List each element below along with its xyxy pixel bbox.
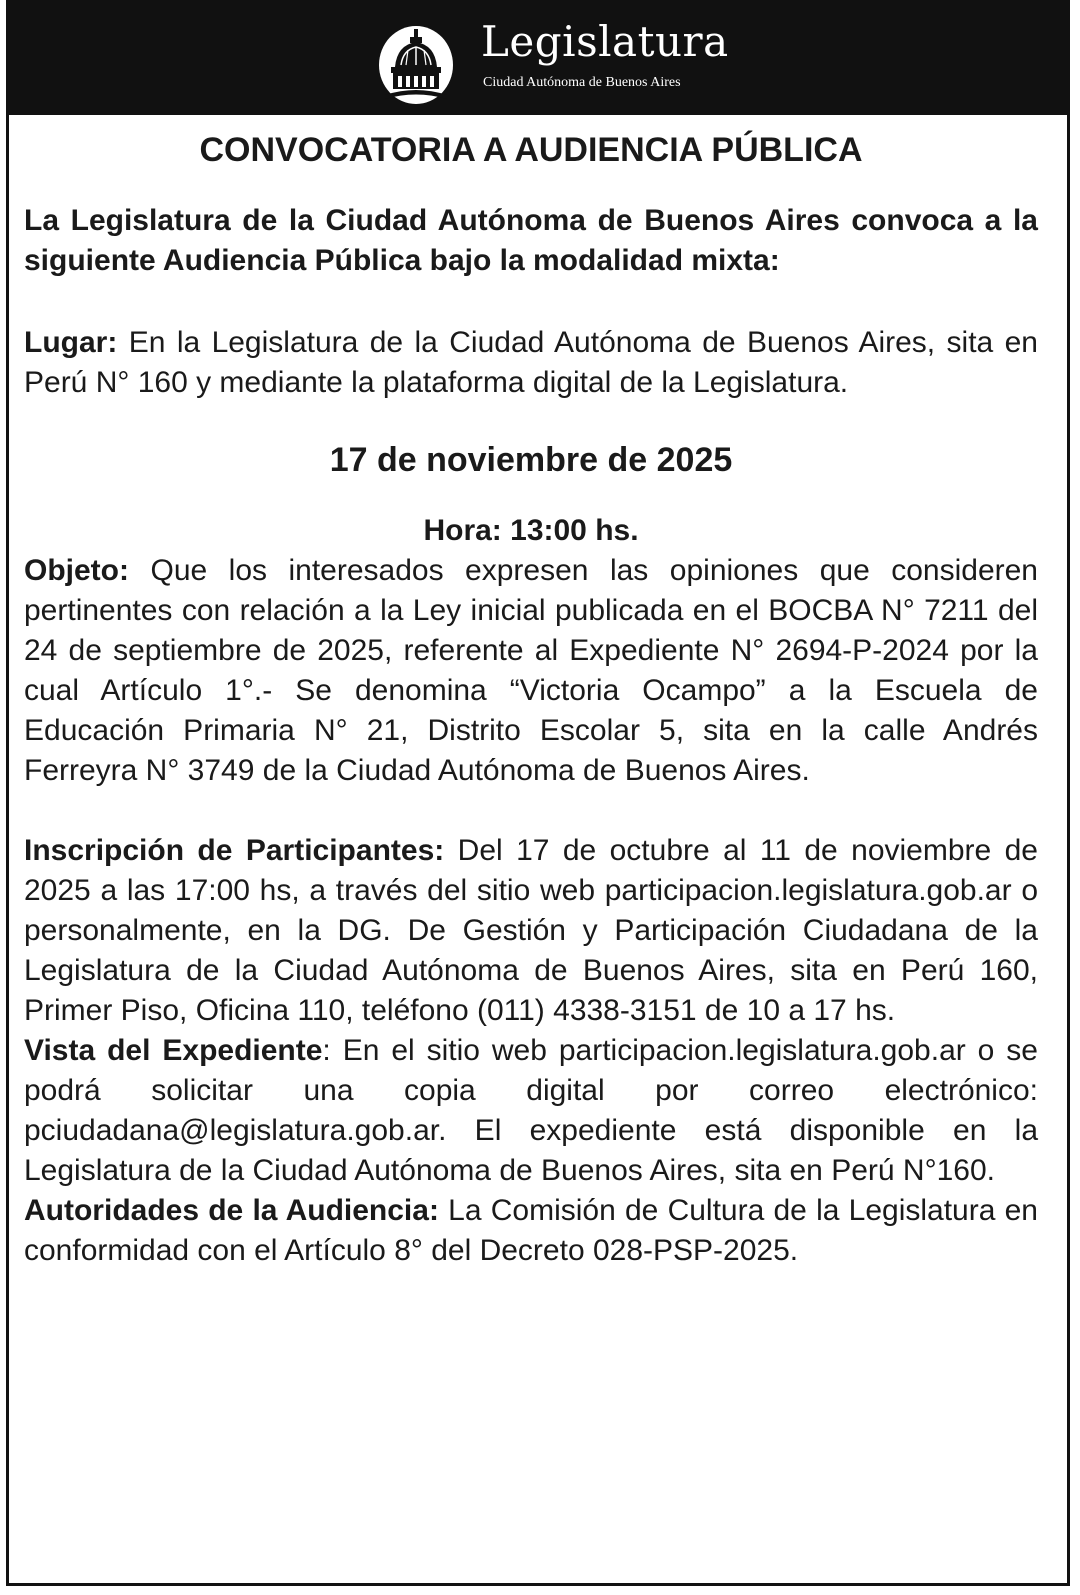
inscripcion-paragraph <box>24 831 1038 1031</box>
objeto-text: Que los interesados expresen las opiniones que consideren pertinentes con relación a la Ley inicial publicada en el BOCBA N° 7211 del 24 de septiembre de 2025, referente al Expediente N° 2694-P-2024 por la cual Artículo 1°.- Se denomina “Victoria Ocampo” a la Escuela de Educación Primaria N° 21, Distrito Escolar 5, sita en la calle Andrés Ferreyra N° 3749 de la Ciudad Autónoma de Buenos Aires. <box>24 554 1038 787</box>
autoridades-text: La Comisión de Cultura de la Legislatura en conformidad con el Artículo 8° del Decreto 028-PSP-2025. <box>24 1194 1038 1267</box>
inscripcion-label: Inscripción de Participantes: <box>24 834 445 867</box>
objeto-paragraph <box>24 551 1038 791</box>
notice-body <box>24 125 1038 1271</box>
vista-paragraph <box>24 1031 1038 1191</box>
notice-title: CONVOCATORIA A AUDIENCIA PÚBLICA <box>199 131 863 169</box>
brand-subtitle: Ciudad Autónoma de Buenos Aires <box>483 75 681 90</box>
autoridades-label: Autoridades de la Audiencia: <box>24 1194 439 1227</box>
notice-frame <box>6 0 1070 1586</box>
hearing-time: Hora: 13:00 hs. <box>423 514 639 547</box>
lugar-label: Lugar: <box>24 326 118 359</box>
vista-text: : En el sitio web participacion.legislatura.gob.ar o se podrá solicitar una copia digital por correo electrónico: pciudadana@legislatura.gob.ar. El expediente está disponible en la Legislatura de la Ciudad Autónoma de Buenos Aires, sita en Perú N°160. <box>24 1034 1038 1187</box>
inscripcion-text: Del 17 de octubre al 11 de noviembre de 2025 a las 17:00 hs, a través del sitio web participacion.legislatura.gob.ar o personalmente, en la DG. De Gestión y Participación Ciudadana de la Legislatura de la Ciudad Autónoma de Buenos Aires, sita en Perú 160, Primer Piso, Oficina 110, teléfono (011) 4338-3151 de 10 a 17 hs. <box>24 834 1038 1027</box>
lugar-paragraph <box>24 323 1038 403</box>
notice-intro: La Legislatura de la Ciudad Autónoma de Buenos Aires convoca a la siguiente Audiencia Pública bajo la modalidad mixta: <box>24 204 1038 277</box>
lugar-text: En la Legislatura de la Ciudad Autónoma de Buenos Aires, sita en Perú N° 160 y mediante la plataforma digital de la Legislatura. <box>24 326 1038 399</box>
autoridades-paragraph <box>24 1191 1038 1271</box>
spacer <box>24 791 1038 831</box>
vista-label: Vista del Expediente <box>24 1034 323 1067</box>
objeto-label: Objeto: <box>24 554 129 587</box>
hearing-date: 17 de noviembre de 2025 <box>329 441 733 479</box>
brand-title: Legislatura <box>481 17 729 66</box>
header-banner <box>9 3 1067 115</box>
legislature-dome-icon <box>377 15 455 105</box>
